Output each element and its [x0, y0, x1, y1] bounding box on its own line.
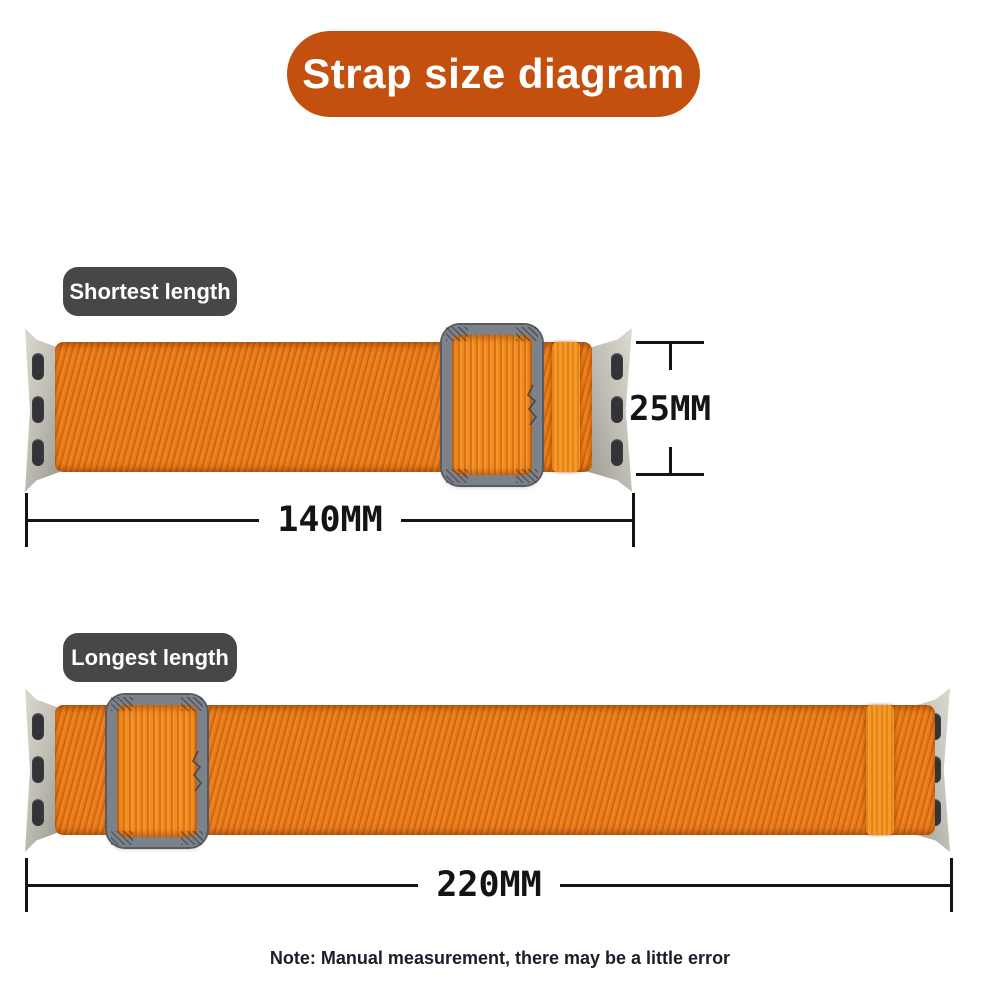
strap-buckle [442, 325, 542, 485]
title-badge [287, 31, 700, 117]
shortest-length-badge [63, 267, 237, 316]
width-dimension [629, 341, 711, 476]
buckle-strap-fill [452, 335, 532, 475]
strap-buckle [107, 695, 207, 847]
buckle-logo-icon [524, 382, 540, 428]
buckle-hatch [516, 469, 538, 483]
dimension-line [25, 519, 259, 522]
width-dimension-label: 25MM [629, 388, 711, 429]
buckle-hatch [181, 831, 203, 845]
buckle-logo-icon [189, 748, 205, 794]
long-length-dimension-label: 220MM [436, 865, 542, 905]
adapter-slot [32, 396, 44, 423]
buckle-hatch [181, 697, 203, 711]
dimension-tick [25, 493, 28, 547]
shortest-length-label: Shortest length [69, 278, 231, 304]
adapter-slot [32, 439, 44, 466]
short-length-dimension [25, 493, 635, 547]
buckle-hatch [446, 469, 468, 483]
dimension-tick [632, 493, 635, 547]
adapter-slot [32, 799, 44, 826]
buckle-hatch [111, 831, 133, 845]
dimension-line [636, 473, 704, 476]
dimension-tick [25, 858, 28, 912]
short-length-dimension-label: 140MM [277, 500, 383, 540]
dimension-line [401, 519, 635, 522]
dimension-tick [669, 341, 672, 370]
adapter-slot [32, 756, 44, 783]
adapter-slot [32, 713, 44, 740]
page-title: Strap size diagram [302, 50, 685, 97]
adapter-slot [611, 439, 623, 466]
dimension-tick [669, 447, 672, 476]
buckle-strap-fill [117, 705, 197, 837]
short-strap-image [25, 328, 632, 492]
longest-length-badge [63, 633, 237, 682]
buckle-hatch [446, 327, 468, 341]
buckle-hatch [111, 697, 133, 711]
adapter-slot [32, 353, 44, 380]
adapter-slot [611, 396, 623, 423]
longest-length-label: Longest length [71, 644, 229, 670]
dimension-line [560, 884, 953, 887]
buckle-hatch [516, 327, 538, 341]
strap-seam [552, 342, 580, 472]
long-strap-image [25, 688, 950, 852]
strap-seam [866, 705, 894, 835]
adapter-slot [611, 353, 623, 380]
note-text: Note: Manual measurement, there may be a little error [269, 948, 731, 968]
dimension-line [25, 884, 418, 887]
dimension-tick [950, 858, 953, 912]
long-length-dimension [25, 858, 953, 912]
